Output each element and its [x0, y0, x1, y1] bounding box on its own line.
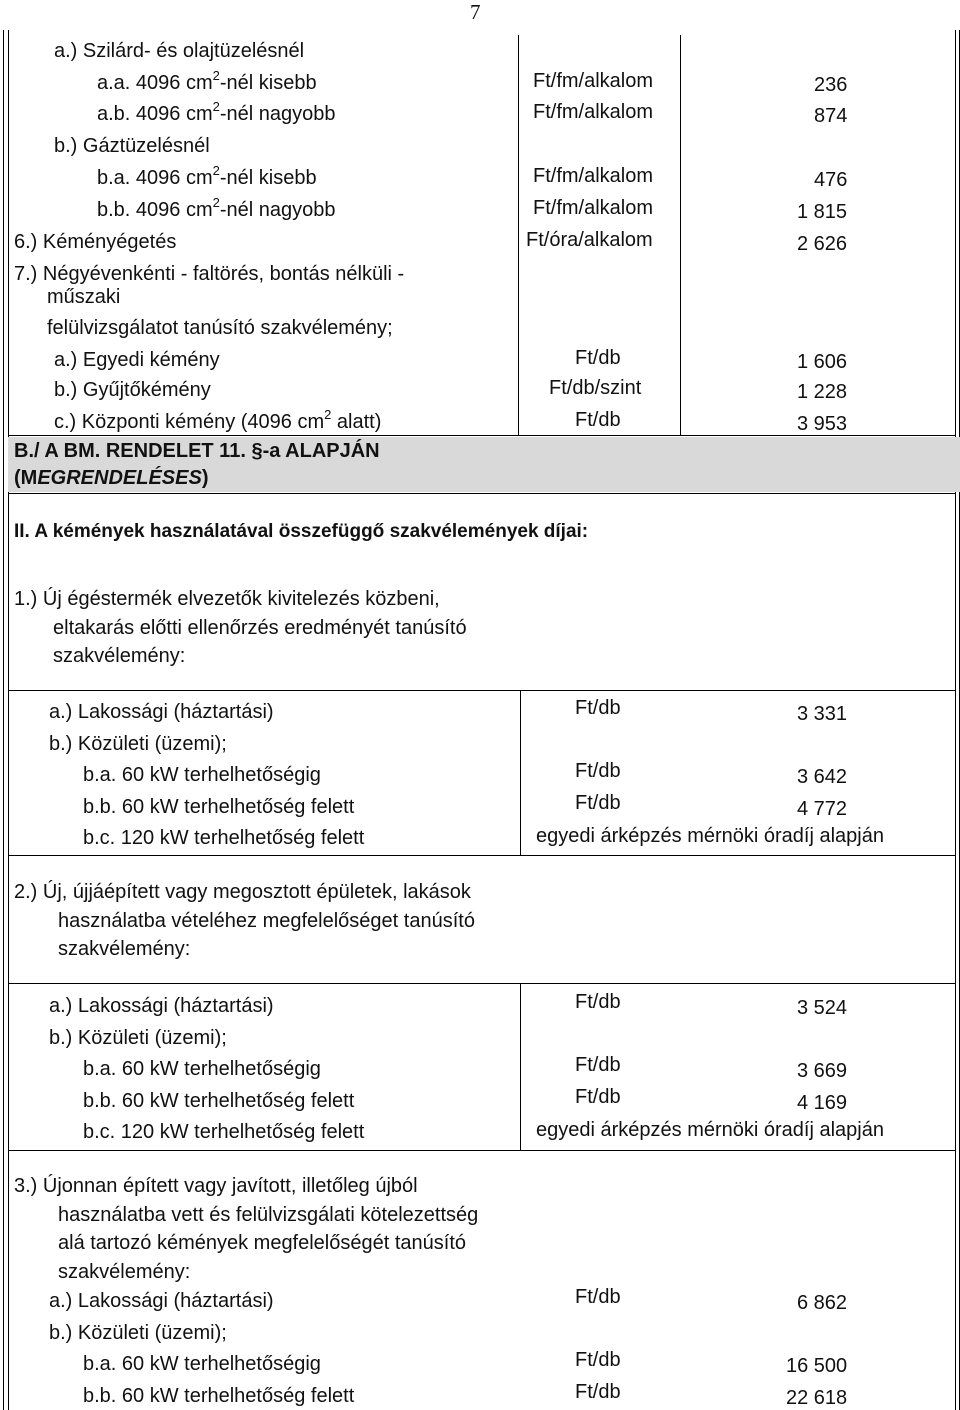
item-row-value: 3 669	[797, 1060, 848, 1082]
label-text: -nél nagyobb	[219, 103, 336, 125]
item-row-label: b.b. 60 kW terhelhetőség felett	[83, 795, 355, 818]
item-row-value: 4 169	[797, 1091, 848, 1114]
item-title-line: alá tartozó kémények megfelelőségét tanúsító	[58, 1232, 467, 1254]
band-line-2-post: )	[201, 467, 209, 489]
item-rule-bottom	[8, 855, 955, 856]
value-column-divider	[680, 35, 681, 435]
item-row-label: b.b. 60 kW terhelhetőség felett	[83, 1384, 355, 1407]
table-row-unit: Ft/fm/alkalom	[533, 101, 654, 123]
label-text: alatt)	[331, 411, 382, 433]
table-row-unit: Ft/db	[575, 409, 621, 431]
label-text: a.b. 4096 cm	[97, 103, 213, 125]
label-text: c.) Központi kémény (4096 cm	[54, 411, 325, 433]
superscript: 2	[212, 195, 220, 210]
table-row-value: 236	[814, 74, 848, 96]
item-column-divider	[520, 983, 521, 1150]
item-row-label: b.b. 60 kW terhelhetőség felett	[83, 1089, 355, 1112]
item-row-value: 6 862	[797, 1292, 848, 1314]
table-row-value: 3 953	[797, 413, 848, 435]
table-row-value: 1 815	[797, 201, 848, 223]
band-line-2-italic: EGRENDELÉSES	[37, 467, 202, 489]
section-heading: II. A kémények használatával összefüggő szakvélemények díjai:	[14, 521, 589, 542]
superscript: 2	[324, 407, 332, 422]
item-row-unit: Ft/db	[575, 697, 621, 719]
label-text: -nél kisebb	[219, 72, 317, 94]
item-rule-top	[8, 690, 955, 691]
item-row-unit: Ft/db	[575, 1054, 621, 1076]
item-title-line: 2.) Új, újjáépített vagy megosztott épületek, lakások	[14, 881, 471, 903]
item-title-line: szakvélemény:	[58, 938, 191, 960]
table-row-unit: Ft/db	[575, 347, 621, 369]
item-rule-top	[8, 983, 955, 984]
item-rule-bottom	[8, 1150, 955, 1151]
item-row-special-price: egyedi árképzés mérnöki óradíj alapján	[536, 1119, 884, 1141]
item-row-label: b.) Közületi (üzemi);	[49, 1321, 227, 1344]
band-line-2	[14, 466, 208, 490]
label-text: -nél kisebb	[219, 167, 317, 189]
label-text: b.a. 4096 cm	[97, 167, 213, 189]
item-title-line: használatba vett és felülvizsgálati kötelezettség	[58, 1203, 479, 1226]
table-row-label	[97, 195, 336, 224]
table-row-value: 2 626	[797, 233, 848, 255]
item-title-line: eltakarás előtti ellenőrzés eredményét tanúsító	[53, 616, 467, 639]
superscript: 2	[212, 163, 220, 178]
table-row-value: 1 228	[797, 381, 848, 403]
item-title-line: szakvélemény:	[53, 645, 186, 667]
table-row-label	[97, 68, 317, 97]
item-row-value: 22 618	[786, 1386, 848, 1409]
page-number: 7	[470, 0, 481, 24]
item-row-label: b.a. 60 kW terhelhetőségig	[83, 1353, 321, 1375]
table-row-unit: Ft/db/szint	[549, 377, 642, 399]
item-row-unit: Ft/db	[575, 1085, 621, 1108]
item-row-unit: Ft/db	[575, 1286, 621, 1308]
table-row-label: 7.) Négyévenkénti - faltörés, bontás nélküli -	[14, 263, 405, 285]
item-row-value: 3 331	[797, 703, 848, 725]
table-row-label: 6.) Kéményégetés	[14, 231, 177, 253]
item-row-label: b.) Közületi (üzemi);	[49, 732, 227, 755]
label-text: -nél nagyobb	[219, 199, 336, 221]
table-row-label: b.) Gáztüzelésnél	[54, 135, 210, 157]
item-row-special-price: egyedi árképzés mérnöki óradíj alapján	[536, 825, 884, 847]
item-title-line: 1.) Új égéstermék elvezetők kivitelezés közbeni,	[14, 588, 440, 610]
label-text: b.b. 4096 cm	[97, 199, 213, 221]
item-row-label: b.c. 120 kW terhelhetőség felett	[83, 1121, 365, 1143]
item-row-unit: Ft/db	[575, 1349, 621, 1371]
band-line-1: B./ A BM. RENDELET 11. §-a ALAPJÁN	[14, 440, 380, 462]
item-row-label: b.c. 120 kW terhelhetőség felett	[83, 827, 365, 849]
table-row-label	[54, 407, 382, 436]
table-row-label: felülvizsgálatot tanúsító szakvélemény;	[47, 317, 393, 339]
item-row-value: 3 524	[797, 997, 848, 1019]
item-row-value: 4 772	[797, 797, 848, 820]
band-bottom-rule	[8, 493, 955, 494]
label-text: a.a. 4096 cm	[97, 72, 213, 94]
outer-right-border	[955, 30, 956, 1410]
table-row-label	[97, 163, 317, 192]
table-row-label: műszaki	[47, 286, 121, 308]
table-row-unit: Ft/fm/alkalom	[533, 165, 654, 187]
table-row-unit: Ft/fm/alkalom	[533, 197, 654, 219]
superscript: 2	[212, 99, 220, 114]
item-row-label: b.) Közületi (üzemi);	[49, 1026, 227, 1049]
superscript: 2	[212, 68, 220, 83]
item-title-line: használatba vételéhez megfelelőséget tanúsító	[58, 909, 475, 932]
table-row-value: 476	[814, 169, 848, 191]
table-row-unit: Ft/fm/alkalom	[533, 70, 654, 92]
item-column-divider	[520, 690, 521, 855]
table-row-value: 1 606	[797, 351, 848, 373]
table-row-label: a.) Szilárd- és olajtüzelésnél	[54, 40, 305, 62]
item-row-unit: Ft/db	[575, 760, 621, 782]
item-row-label: a.) Lakossági (háztartási)	[49, 995, 274, 1017]
item-row-value: 3 642	[797, 766, 848, 788]
band-line-2-pre: (M	[14, 467, 38, 489]
item-row-unit: Ft/db	[575, 791, 621, 814]
inner-left-border	[8, 30, 9, 1410]
outer-left-border	[3, 30, 4, 1410]
item-row-unit: Ft/db	[575, 1380, 621, 1403]
item-title-line: szakvélemény:	[58, 1260, 191, 1283]
table-row-label: b.) Gyűjtőkémény	[54, 379, 211, 401]
item-row-label: a.) Lakossági (háztartási)	[49, 1290, 274, 1312]
item-row-value: 16 500	[786, 1355, 848, 1377]
item-row-label: a.) Lakossági (háztartási)	[49, 701, 274, 723]
table-row-label: a.) Egyedi kémény	[54, 349, 220, 371]
table-row-label	[97, 99, 336, 128]
table-row-unit: Ft/óra/alkalom	[526, 229, 653, 251]
unit-column-divider	[518, 35, 519, 435]
table-row-value: 874	[814, 105, 848, 127]
item-row-label: b.a. 60 kW terhelhetőségig	[83, 1058, 321, 1080]
item-row-label: b.a. 60 kW terhelhetőségig	[83, 764, 321, 786]
item-row-unit: Ft/db	[575, 991, 621, 1013]
item-title-line: 3.) Újonnan épített vagy javított, illetőleg újból	[14, 1175, 418, 1197]
